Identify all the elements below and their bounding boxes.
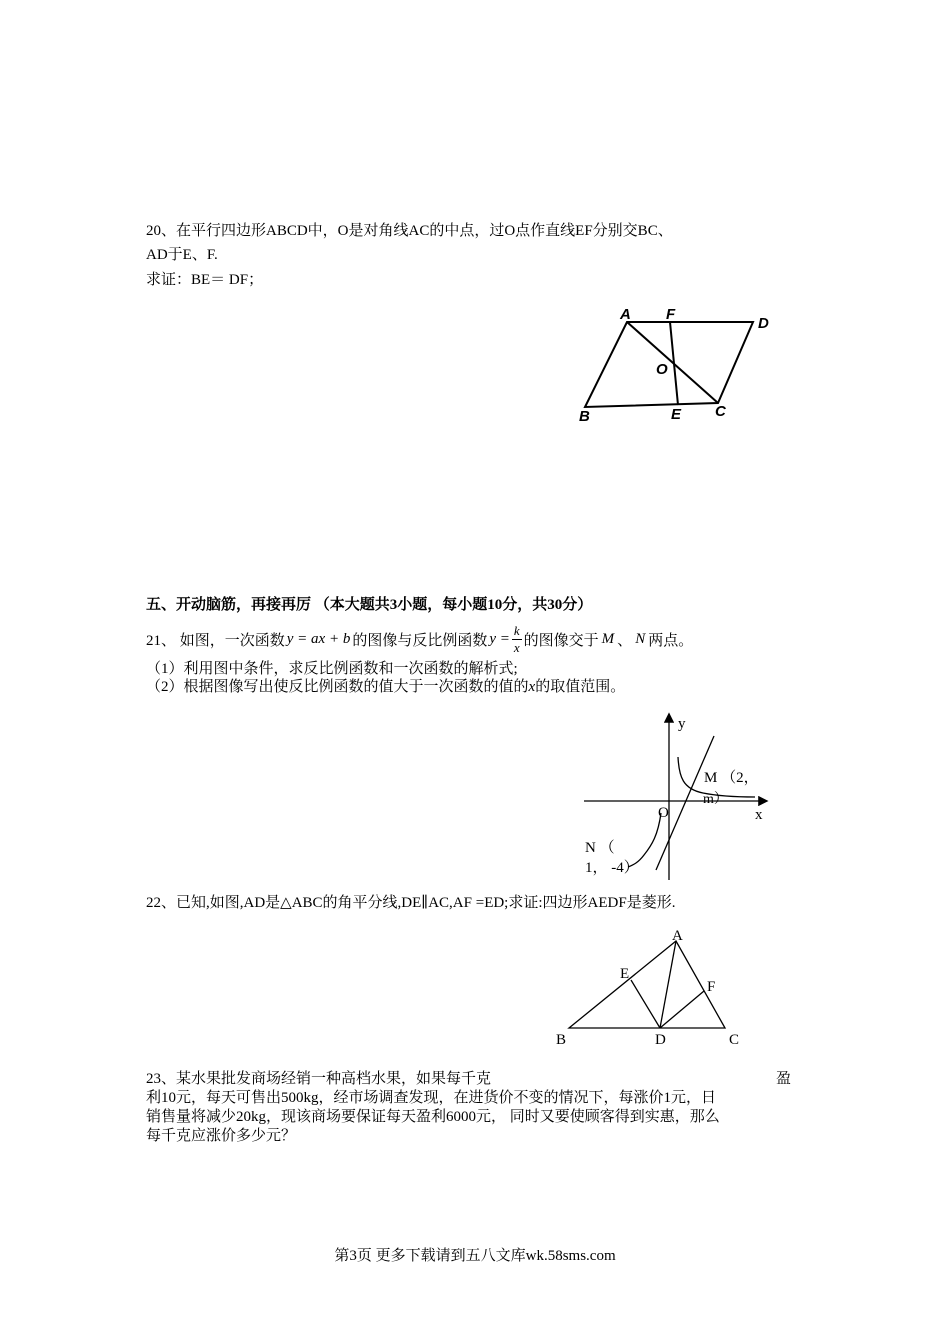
parallelogram-abcd xyxy=(585,322,753,407)
page-footer: 第3页 更多下载请到五八文库wk.58sms.com xyxy=(334,1248,616,1264)
point-m-label-line-2: m） xyxy=(703,792,728,807)
function-graph xyxy=(578,705,788,890)
q23-line-2: 利10元，每天可售出500kg，经市场调查发现，在进货价不变的情况下，每涨价1元，日 xyxy=(146,1090,717,1106)
q23-line-3: 销售量将减少20kg，现该商场要保证每天盈利6000元， 同时又要使顾客得到实惠，那么 xyxy=(146,1109,720,1125)
segment-ad xyxy=(660,941,676,1028)
fraction-numerator: k xyxy=(513,622,520,638)
q20-line-1: 20、在平行四边形ABCD中，O是对角线AC的中点，过O点作直线EF分别交BC、 xyxy=(146,223,673,239)
origin-label: O xyxy=(658,805,669,821)
segment-ed xyxy=(631,980,660,1028)
line-ef xyxy=(670,322,678,405)
q21-part-1: （1）利用图中条件，求反比例函数和一次函数的解析式; xyxy=(146,661,518,677)
q20-line-3: 求证：BE＝ DF； xyxy=(146,272,264,288)
label-e: E xyxy=(671,406,682,423)
q23-line-4: 每千克应涨价多少元？ xyxy=(146,1128,297,1144)
q23-line-1b: 盈 xyxy=(776,1071,792,1087)
diagonal-ac xyxy=(627,322,718,403)
q21-intro-c: 的图像交于 xyxy=(523,632,599,649)
label-b: B xyxy=(579,408,590,425)
section-5-heading: 五、开动脑筋，再接再厉 （本大题共3小题，每小题10分，共30分） xyxy=(146,597,593,613)
q23-line-1a: 23、某水果批发商场经销一种高档水果，如果每千克 xyxy=(146,1071,492,1087)
inverse-fraction xyxy=(512,623,522,656)
label-a: A xyxy=(620,306,631,323)
segment-df xyxy=(660,991,704,1028)
triangle-figure xyxy=(552,922,752,1052)
point-n-label-line-1: N （ xyxy=(585,840,615,856)
hyperbola-branch-2 xyxy=(628,813,661,867)
fraction-denominator: x xyxy=(513,639,520,655)
label-a: A xyxy=(672,928,683,944)
q21-part-2-a: （2）根据图像写出使反比例函数的值大于一次函数的值的 xyxy=(146,679,529,695)
point-n-label-line-2: 1， -4） xyxy=(585,860,639,876)
q20-line-2: AD于E、F. xyxy=(146,247,218,263)
parallelogram-figure xyxy=(570,300,790,430)
q21-intro-d: 两点。 xyxy=(648,632,694,649)
label-e: E xyxy=(620,966,630,982)
point-m-label-line-1: M （2， xyxy=(704,770,759,786)
linear-equation: y = ax + b xyxy=(286,630,351,647)
q21-intro-a: 21、 如图，一次函数 xyxy=(146,632,285,649)
label-f: F xyxy=(666,306,676,323)
label-b: B xyxy=(556,1032,567,1048)
inverse-equation-lhs: y = xyxy=(489,630,510,647)
q21-part-2-b: 的取值范围。 xyxy=(535,679,626,695)
y-axis-label: y xyxy=(678,716,686,732)
triangle-abc xyxy=(569,941,725,1028)
label-f: F xyxy=(707,979,716,995)
point-n: N xyxy=(635,630,646,647)
label-d: D xyxy=(655,1032,666,1048)
q21-intro-b: 的图像与反比例函数 xyxy=(352,632,488,649)
q21-part-2 xyxy=(146,678,625,697)
label-c: C xyxy=(729,1032,740,1048)
x-axis-label: x xyxy=(755,807,763,823)
label-d: D xyxy=(758,315,769,332)
q21-separator: 、 xyxy=(617,632,633,649)
label-c: C xyxy=(715,403,726,420)
q21-intro xyxy=(146,617,693,661)
q22-text: 22、已知,如图,AD是△ABC的角平分线,DE∥AC,AF =ED;求证:四边形AEDF是菱形. xyxy=(146,895,676,911)
point-m: M xyxy=(601,630,615,647)
q21-part-2-x: x xyxy=(528,679,536,695)
label-o: O xyxy=(656,361,668,378)
